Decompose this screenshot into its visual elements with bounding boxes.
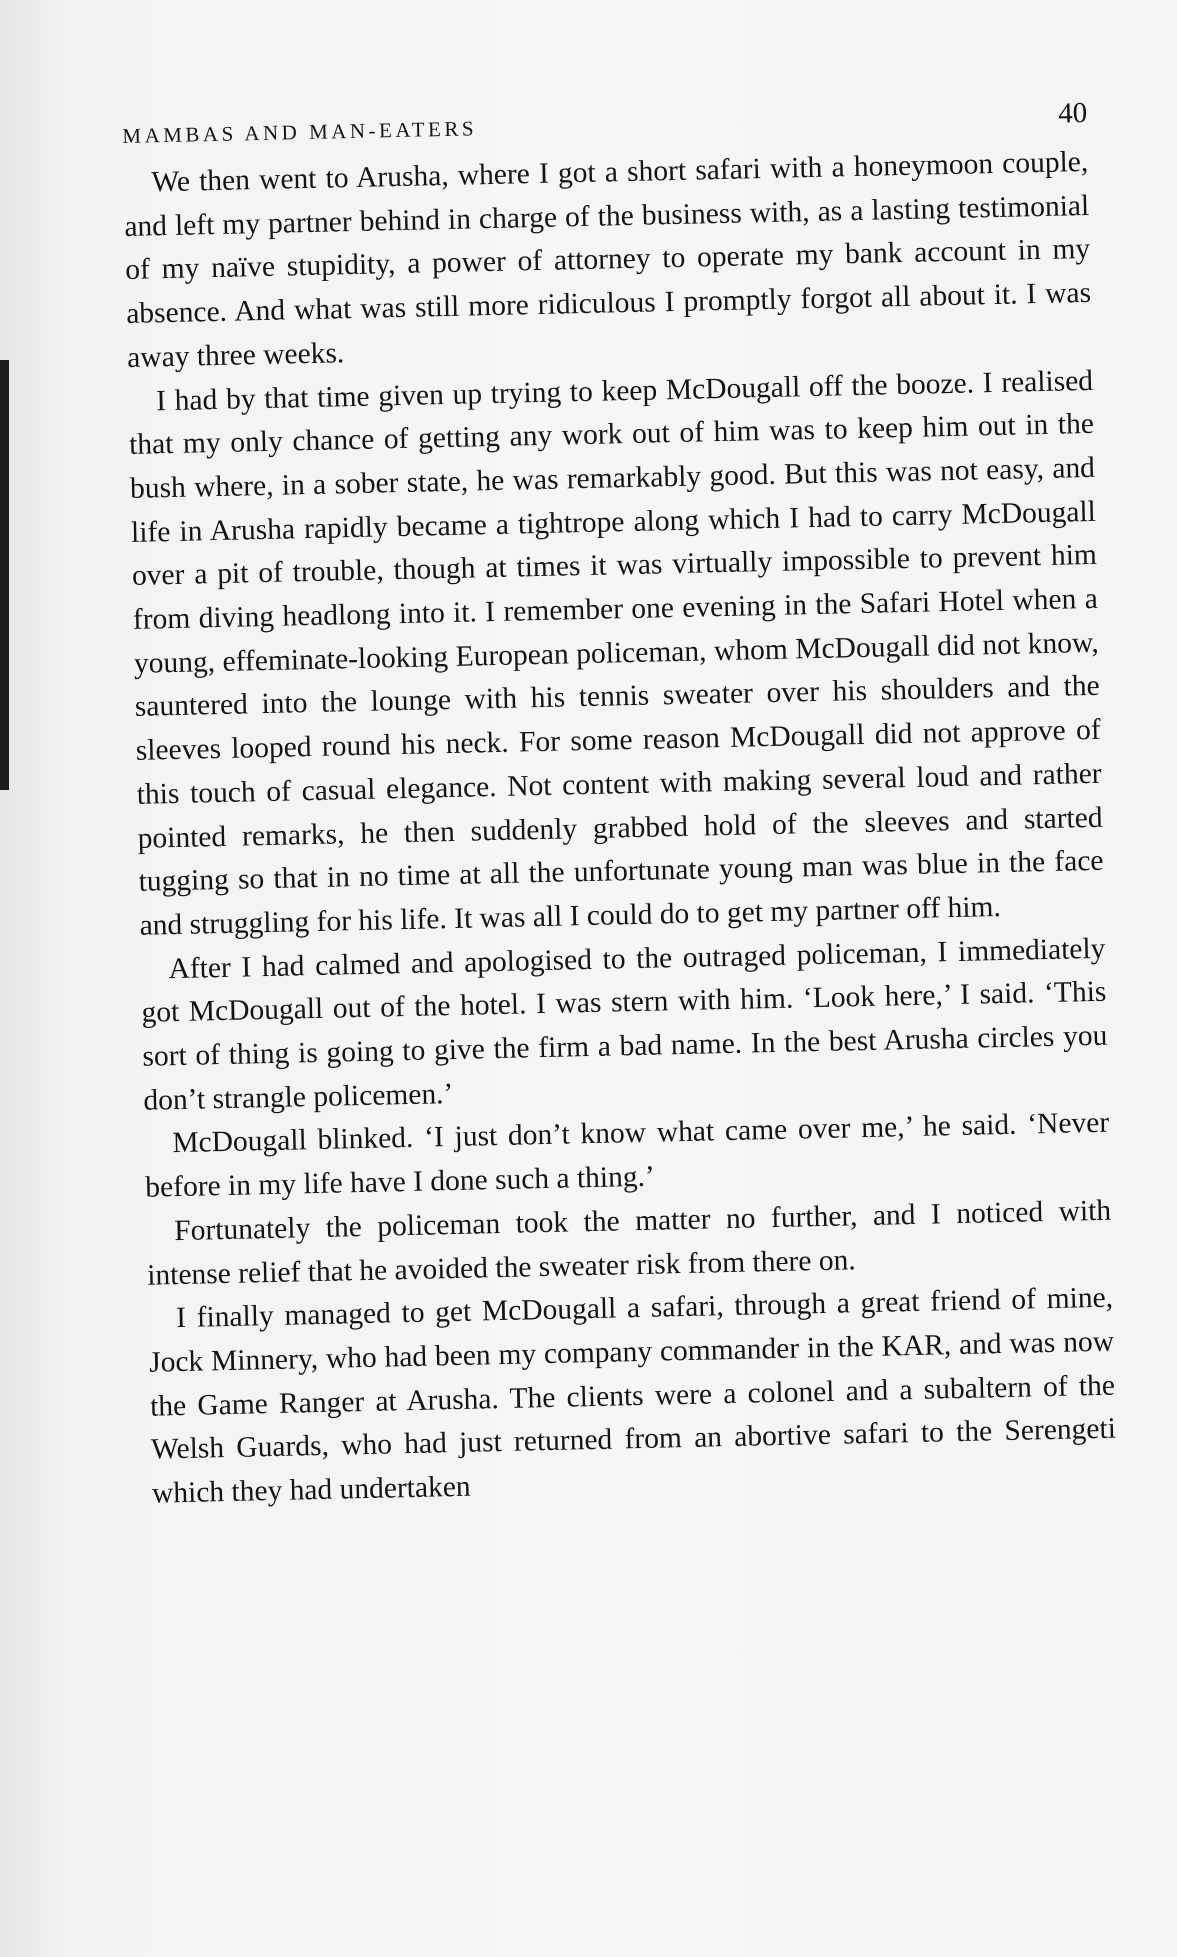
running-head: MAMBAS AND MAN-EATERS <box>122 116 478 148</box>
body-text <box>123 141 1117 1517</box>
paragraph: Fortunately the policeman took the matter no further, and I noticed with intense relief that he avoided the sweater risk from there on. <box>146 1194 1112 1292</box>
paragraph: We then went to Arusha, where I got a short safari with a honeymoon couple, and left my partner behind in charge of the business with, as a lasting testimonial of my naïve stupidity, a power of attorney to operate my bank account in my absence. And what was still more ridiculous I promptly forgot all about it. I was away three weeks. <box>124 145 1092 374</box>
paragraph: After I had calmed and apologised to the outraged policeman, I immediately got McDougall out of the hotel. I was stern with him. ‘Look here,’ I said. ‘This sort of thing is going to give the firm a bad name. In the best Arusha circles you don’t strangle policemen.’ <box>141 932 1108 1117</box>
paragraph: McDougall blinked. ‘I just don’t know what came over me,’ he said. ‘Never before in my life have I done such a thing.’ <box>144 1107 1110 1204</box>
paragraph: I had by that time given up trying to keep McDougall off the booze. I realised that my only chance of getting any work out of him was to keep him out in the bush where, in a sober state, he was remarkably good. But this was not easy, and life in Arusha rapidly became a tightrope along which I had to carry McDougall over a pit of trouble, though at times it was virtually impossible to prevent him from diving headlong into it. I remember one evening in the Safari Hotel when a young, effeminate-looking European policeman, whom McDougall did not know, sauntered into the lounge with his tennis sweater over his shoulders and the sleeves looped round his neck. For some reason McDougall did not approve of this touch of casual elegance. Not content with making several loud and rather pointed remarks, he then suddenly grabbed hold of the sleeves and started tugging so that in no time at all the unfortunate young man was blue in the face and struggling for his life. It was all I could do to get my partner off him. <box>128 364 1104 942</box>
page-edge-shadow <box>0 360 9 790</box>
paragraph: I finally managed to get McDougall a safari, through a great friend of mine, Jock Minnery, who had been my company commander in the KAR, and was now the Game Ranger at Arusha. The clients were a colonel and a subaltern of the Welsh Guards, who had just returned from an abortive safari to the Serengeti which they had undertaken <box>148 1281 1117 1510</box>
page-number: 40 <box>1057 96 1088 130</box>
page-text-block <box>122 97 1117 1517</box>
